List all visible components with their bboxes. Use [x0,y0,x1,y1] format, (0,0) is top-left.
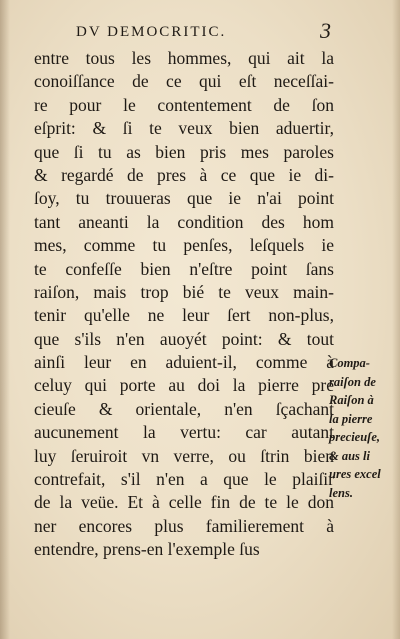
text-line: entendre, prens-en l'exemple ſus [34,539,260,560]
text-line: ſoy, tu trouueras que ie n'ai point [34,188,334,209]
text-line: celuy qui porte au doi la pierre pre [34,375,334,396]
text-line: que s'ils n'en auoyét point: & tout [34,328,334,349]
text-line: contrefait, s'il n'en a que le plaiſir [34,469,334,490]
text-line: & regardé de pres à ce que ie di- [34,164,334,185]
text-line: raiſon, mais trop bié te veux main- [34,281,334,302]
margin-note-line: & aus li [329,448,370,463]
margin-note-line: la pierre [329,411,373,426]
text-line: de la veüe. Et à celle fin de te le don [34,492,334,513]
page-number: 3 [320,18,331,43]
running-head: DV DEMOCRITIC. [76,24,227,40]
margin-note-line: Compa- [329,356,370,370]
text-line: luy ſeruiroit vn verre, ou ſtrin bien [34,445,334,466]
margin-note-line: precieuſe, [329,430,381,444]
margin-note-line: lens. [329,485,353,500]
text-line: te confeſſe bien n'eſtre point ſans [34,258,334,279]
text-line: cieuſe & orientale, n'en ſçachant [34,398,334,419]
text-line: aucunement la vertu: car autant [34,422,334,443]
margin-note-line: raiſon de [329,374,376,389]
margin-note-line: Raiſon à [329,393,374,407]
margin-note [329,354,397,502]
text-line: eſprit: & ſi te veux bien aduertir, [34,118,334,139]
text-line: entre tous les hommes, qui ait la [34,48,334,68]
text-line: ner encores plus familierement à [34,515,334,536]
text-line: ainſi leur en aduient-il, comme à [34,352,334,373]
text-line: re pour le contentement de ſon [34,94,334,115]
text-line: tenir qu'elle ne leur ſert non-plus, [34,305,334,326]
text-line: que ſi tu as bien pris mes paroles [34,141,334,162]
margin-note-line: ures excel [329,467,381,481]
text-line: conoiſſance de ce qui eſt neceſſai- [34,71,334,92]
body-text [34,47,334,562]
text-line: mes, comme tu penſes, leſquels ie [34,235,334,256]
text-line: tant aneanti la condition des hom [34,211,334,232]
